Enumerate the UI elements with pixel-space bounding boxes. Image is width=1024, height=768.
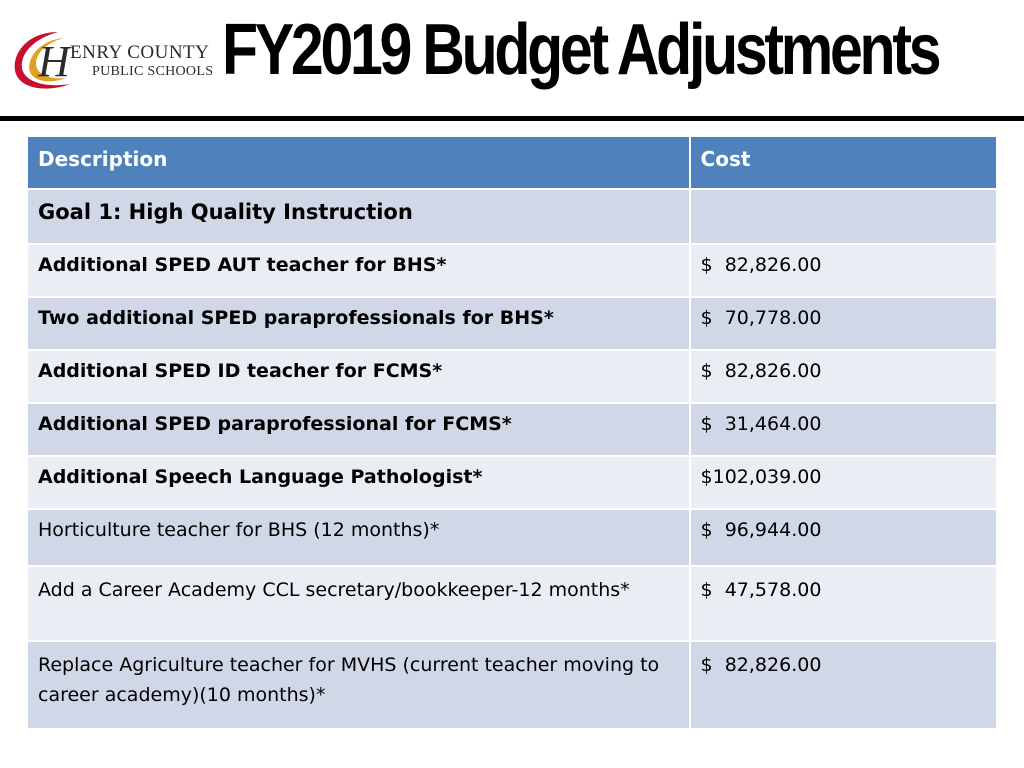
row-description: Additional Speech Language Pathologist* — [27, 456, 690, 509]
table-row — [27, 509, 997, 566]
column-header-description: Description — [27, 136, 690, 189]
row-cost: $ 31,464.00 — [690, 403, 997, 456]
row-description: Additional SPED AUT teacher for BHS* — [27, 244, 690, 297]
row-description: Two additional SPED paraprofessionals for BHS* — [27, 297, 690, 350]
logo-text-line2: PUBLIC SCHOOLS — [92, 64, 214, 79]
table-row — [27, 244, 997, 297]
row-description: Horticulture teacher for BHS (12 months)* — [27, 509, 690, 566]
row-description: Additional SPED ID teacher for FCMS* — [27, 350, 690, 403]
row-cost: $ 96,944.00 — [690, 509, 997, 566]
header-divider — [0, 116, 1024, 121]
budget-table — [26, 135, 998, 730]
row-cost: $102,039.00 — [690, 456, 997, 509]
table-row — [27, 456, 997, 509]
table-row — [27, 641, 997, 729]
row-description: Add a Career Academy CCL secretary/bookkeeper-12 months* — [27, 566, 690, 641]
row-cost: $ 47,578.00 — [690, 566, 997, 641]
page-title: FY2019 Budget Adjustments — [222, 10, 939, 90]
table-header-row — [27, 136, 997, 189]
logo-text-line1: ENRY COUNTY — [70, 42, 210, 63]
column-header-cost: Cost — [690, 136, 997, 189]
goal-row — [27, 189, 997, 244]
row-description: Replace Agriculture teacher for MVHS (current teacher moving to career academy)(10 months)* — [27, 641, 690, 729]
table-row — [27, 297, 997, 350]
row-cost: $ 82,826.00 — [690, 641, 997, 729]
row-cost: $ 70,778.00 — [690, 297, 997, 350]
row-description: Additional SPED paraprofessional for FCMS* — [27, 403, 690, 456]
goal-cost — [690, 189, 997, 244]
goal-description: Goal 1: High Quality Instruction — [27, 189, 690, 244]
row-cost: $ 82,826.00 — [690, 350, 997, 403]
table-row — [27, 566, 997, 641]
table-row — [27, 403, 997, 456]
district-logo — [6, 18, 214, 98]
row-cost: $ 82,826.00 — [690, 244, 997, 297]
svg-text:H: H — [38, 37, 70, 86]
table-row — [27, 350, 997, 403]
